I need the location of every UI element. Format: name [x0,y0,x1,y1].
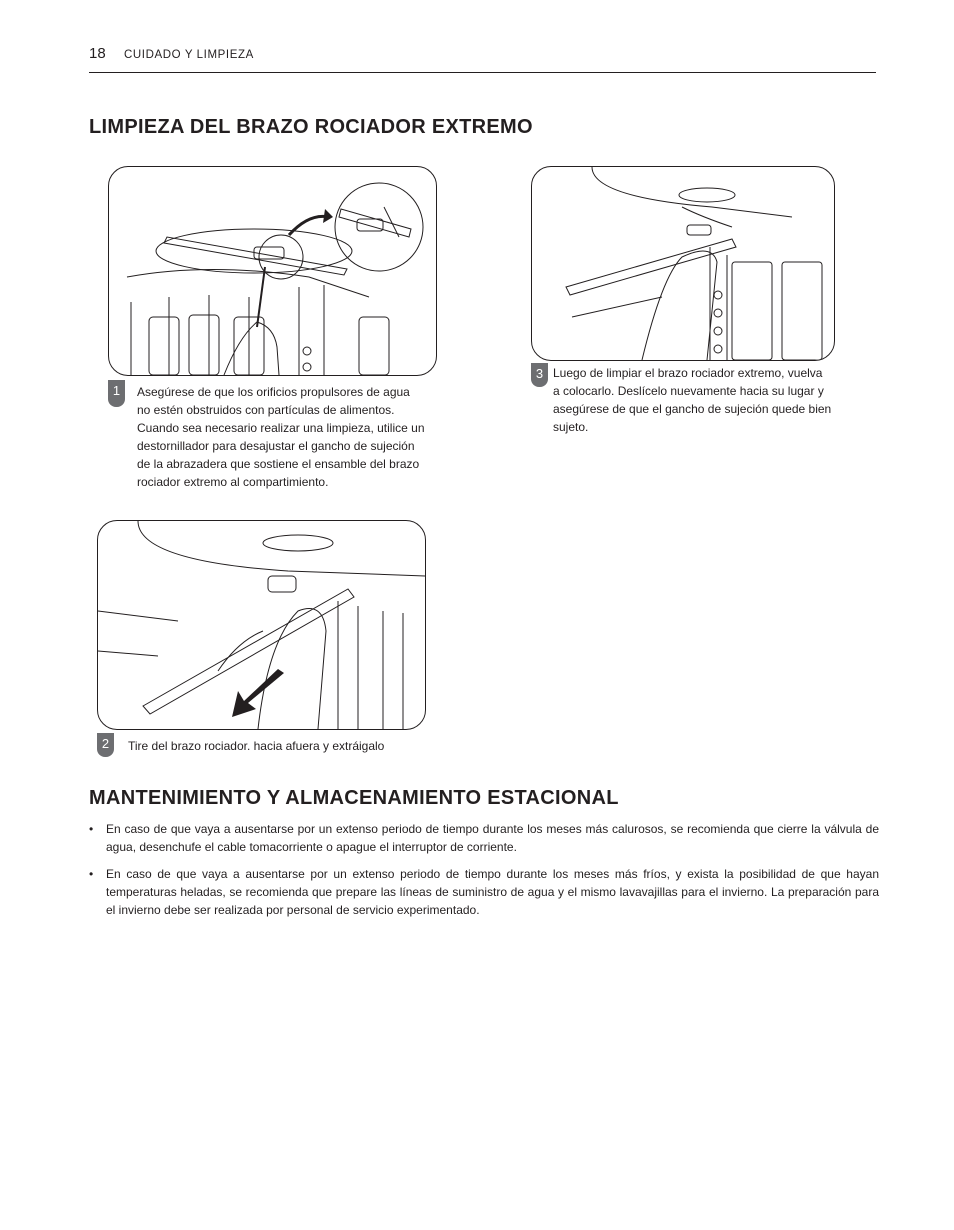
caption-line: a colocarlo. Deslícelo nuevamente hacia su lugar y [553,384,824,398]
figure-step-3 [531,166,835,361]
section-title-spray-arm: LIMPIEZA DEL BRAZO ROCIADOR EXTREMO [89,116,533,138]
caption-line: destornillador para desajustar el gancho de sujeción [137,439,415,453]
list-item [89,865,879,919]
illustration-reinstall-spray-arm [532,167,834,360]
step-number-2: 2 [97,733,114,757]
bullet-icon: • [89,822,94,836]
caption-line: de la abrazadera que sostiene el ensamble del brazo [137,457,420,471]
illustration-screwdriver-release [109,167,436,375]
section-label: CUIDADO Y LIMPIEZA [124,49,254,61]
illustration-pull-spray-arm [98,521,425,729]
step-2-caption [128,737,448,755]
section-title-maintenance: MANTENIMIENTO Y ALMACENAMIENTO ESTACIONAL [89,787,619,809]
step-number-3: 3 [531,363,548,387]
figure-step-1 [108,166,437,376]
maintenance-bullet-list [89,820,879,928]
list-item [89,820,879,856]
caption-line: Luego de limpiar el brazo rociador extremo, vuelva [553,366,823,380]
caption-line: Cuando sea necesario realizar una limpieza, utilice un [137,421,425,435]
step-1-caption [137,383,437,491]
step-3-caption [553,364,858,436]
step-number-1: 1 [108,380,125,407]
bullet-text: En caso de que vaya a ausentarse por un extenso periodo de tiempo durante los meses más fríos, y exista la posibilidad de que hayan temperaturas heladas, se recomienda que prepare las líneas de suministro de agua y el mismo lavavajillas para el invierno. La preparación para el invierno debe ser realizada por personal de servicio experimentado. [106,867,879,917]
caption-line: Asegúrese de que los orificios propulsores de agua [137,385,410,399]
bullet-icon: • [89,867,94,881]
header-divider [89,72,876,73]
caption-line: rociador extremo al compartimiento. [137,475,329,489]
caption-line: sujeto. [553,420,589,434]
caption-line: asegúrese de que el gancho de sujeción quede bien [553,402,832,416]
figure-step-2 [97,520,426,730]
caption-line: no estén obstruidos con partículas de alimentos. [137,403,395,417]
page-number: 18 [89,45,106,62]
caption-line: Tire del brazo rociador. hacia afuera y extráigalo [128,739,385,753]
bullet-text: En caso de que vaya a ausentarse por un extenso periodo de tiempo durante los meses más calurosos, se recomienda que cierre la válvula de agua, desenchufe el cable tomacorriente o apague el interruptor de corriente. [106,822,879,854]
